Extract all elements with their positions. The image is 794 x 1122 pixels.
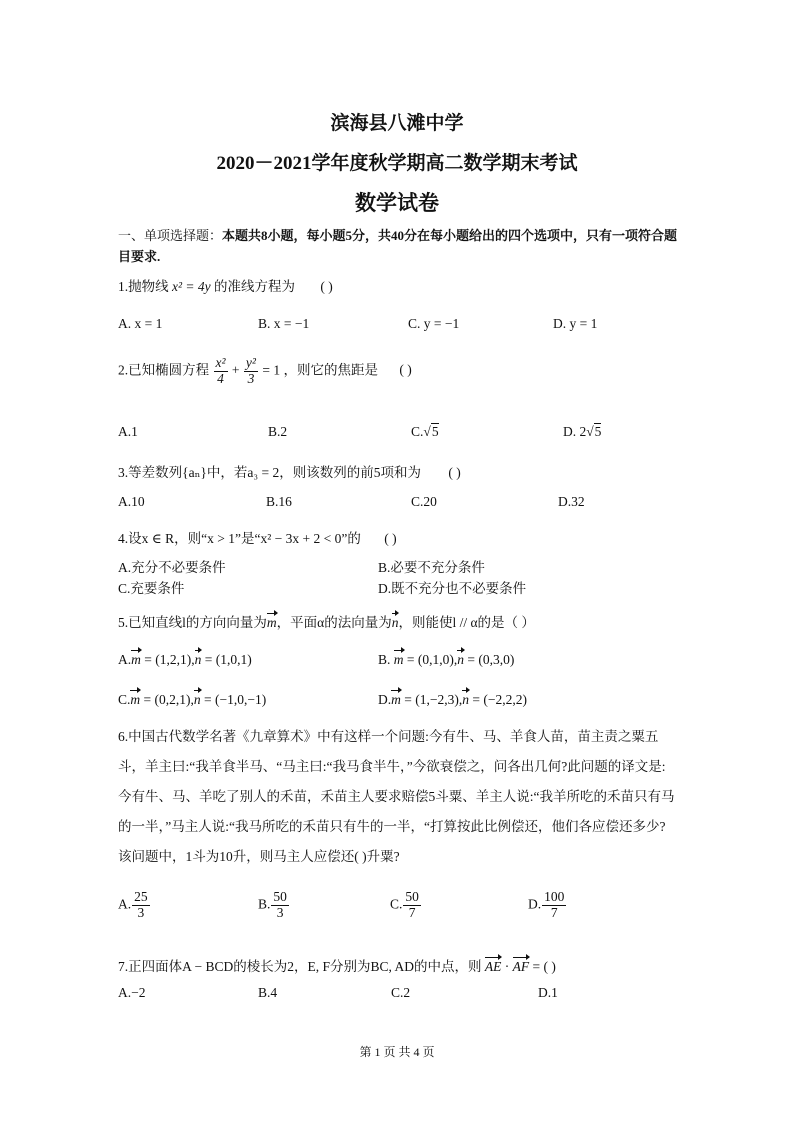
exam-title: 2020－2021学年度秋学期高二数学期末考试	[216, 153, 578, 174]
q7-option-d: D.1	[538, 985, 558, 1000]
q2-option-d: D. 2√5	[563, 424, 602, 439]
page-footer: 第 1 页 共 4 页	[359, 1045, 435, 1059]
q2-frac-x: $\frac{\text{x²}}{4}$	[215, 355, 226, 386]
q2-blank: ( )	[399, 362, 412, 378]
question-2-stem: 2.已知椭圆方程 $\frac{\text{x²}}{4}$ + $\frac{\text{y²}}{3}$ = 1 ，则它的焦距是 ( )	[118, 355, 412, 386]
q4-option-d: D.既不充分也不必要条件	[378, 581, 527, 596]
vector-ae: AE	[484, 959, 502, 974]
q2-option-a: A.1	[118, 424, 138, 439]
vector-m: m	[266, 615, 277, 630]
q6-option-d: D. $\frac{100}{7}$	[528, 889, 565, 920]
q5-option-d: D.m = (1,−2,3),n = (−2,2,2)	[378, 692, 527, 707]
q2-stem-a: 2.已知椭圆方程	[118, 362, 210, 378]
q6-option-c: C. $\frac{50}{7}$	[390, 889, 419, 920]
question-4-stem: 4.设x ∈ R，则“x > 1”是“x² − 3x + 2 < 0”的 ( )	[118, 531, 397, 546]
q5-option-c: C.m = (0,2,1),n = (−1,0,−1)	[118, 692, 267, 707]
q7-option-b: B.4	[258, 985, 278, 1000]
q1-option-d: D. y = 1	[553, 316, 598, 331]
vector-n: n	[391, 615, 399, 630]
q1-expr: x² = 4y	[172, 279, 211, 294]
q2-frac-y: $\frac{\text{y²}}{3}$	[245, 355, 256, 386]
q1-stem-a: 1.抛物线	[118, 279, 169, 294]
q5-option-b: B. m = (0,1,0),n = (0,3,0)	[378, 652, 515, 667]
q2-option-c: C.√5	[411, 424, 439, 439]
q6-option-a: A. $\frac{25}{3}$	[118, 889, 148, 920]
q7-option-c: C.2	[391, 985, 411, 1000]
q2-stem-b: ，则它的焦距是	[283, 362, 378, 378]
q7-option-a: A.−2	[118, 985, 146, 1000]
q1-option-c: C. y = −1	[408, 316, 460, 331]
q4-option-a: A.充分不必要条件	[118, 560, 226, 575]
question-3-stem: 3.等差数列{aₙ}中，若a₃ = 2，则该数列的前5项和为 ( )	[118, 465, 461, 480]
q5-option-a: A.m = (1,2,1),n = (1,0,1)	[118, 652, 252, 667]
q1-option-b: B. x = −1	[258, 316, 310, 331]
q3-option-d: D.32	[558, 494, 585, 509]
q3-option-a: A.10	[118, 494, 145, 509]
paper-title: 数学试卷	[355, 191, 439, 215]
q4-option-b: B.必要不充分条件	[378, 560, 485, 575]
question-5-stem: 5.已知直线l的方向向量为m，平面α的法向量为n，则能使l // α的是（ ）	[118, 615, 535, 630]
q4-option-c: C.充要条件	[118, 581, 185, 596]
section-desc: 本题共8小题，每小题5分，共40分在每小题给出的四个选项中，只有一项符合题目要求.	[118, 228, 678, 264]
q6-option-b: B. $\frac{50}{3}$	[258, 889, 287, 920]
q3-option-b: B.16	[266, 494, 292, 509]
q1-blank: ( )	[320, 279, 333, 294]
q1-stem-b: 的准线方程为	[214, 279, 296, 294]
question-1-stem	[118, 275, 333, 295]
school-name: 滨海县八滩中学	[330, 113, 464, 134]
q3-option-c: C.20	[411, 494, 437, 509]
question-7-stem: 7.正四面体A − BCD的棱长为2，E, F分别为BC, AD的中点，则 AE · AF = ( )	[118, 959, 556, 974]
vector-af: AF	[512, 959, 530, 974]
section-label: 一、单项选择题：	[118, 228, 223, 243]
question-6-text: 6.中国古代数学名著《九章算术》中有这样一个问题:今有牛、马、羊食人苗，苗主责之粟五斗，羊主曰:“我羊食半马、“马主曰:“我马食半牛，”今欲衰偿之，问各出几何?此问题的译文是:今有牛、马、羊吃了别人的禾苗，禾苗主人要求赔偿5斗粟、羊主人说:“我羊所吃的禾苗只有马的一半，”马主人说:“我马所吃的禾苗只有牛的一半，“打算按此比例偿还，他们各应偿还多少?该问题中，1斗为10升，则马主人应偿还( )升粟?	[118, 729, 675, 864]
section-heading	[118, 225, 678, 267]
q2-option-b: B.2	[268, 424, 288, 439]
q1-option-a: A. x = 1	[118, 316, 163, 331]
